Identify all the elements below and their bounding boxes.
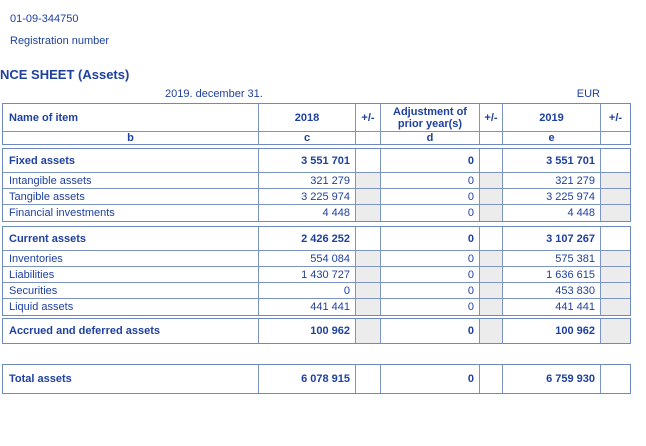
col-header-plusminus-3: +/- (608, 111, 623, 124)
registration-number-value: 01-09-344750 (10, 13, 79, 25)
table-row (3, 205, 630, 221)
cell-plusminus-1 (356, 365, 381, 393)
cell-2019-value: 6 759 930 (503, 365, 601, 393)
cell-item-name: Current assets (3, 227, 259, 250)
table-row (3, 173, 630, 189)
col-header-plusminus-2: +/- (480, 104, 503, 131)
cell-adjustment-value: 0 (381, 189, 480, 204)
cell-2019-value: 3 107 267 (503, 227, 601, 250)
cell-item-name: Fixed assets (3, 149, 259, 172)
cell-plusminus-3 (601, 149, 630, 172)
cell-2018-value: 1 430 727 (259, 267, 356, 282)
cell-plusminus-2 (480, 189, 503, 204)
cell-2018-value: 6 078 915 (259, 365, 356, 393)
cell-item-name: Intangible assets (3, 173, 259, 188)
cell-item-name: Financial investments (3, 205, 259, 221)
cell-plusminus-2 (480, 267, 503, 282)
cell-2019-value: 441 441 (503, 299, 601, 315)
cell-adjustment-value: 0 (381, 365, 480, 393)
cell-adjustment-value: 0 (381, 299, 480, 315)
cell-2018-value: 4 448 (259, 205, 356, 221)
section-current-assets (2, 226, 631, 316)
cell-item-name: Liabilities (3, 267, 259, 282)
cell-adjustment-value: 0 (381, 283, 480, 298)
cell-2018-value: 2 426 252 (259, 227, 356, 250)
cell-item-name: Inventories (3, 251, 259, 266)
cell-plusminus-3 (601, 365, 630, 393)
cell-plusminus-2 (480, 251, 503, 266)
cell-plusminus-1 (356, 319, 381, 343)
cell-plusminus-2 (480, 227, 503, 250)
cell-2019-value: 3 225 974 (503, 189, 601, 204)
cell-plusminus-2 (480, 205, 503, 221)
cell-plusminus-1 (356, 283, 381, 298)
cell-plusminus-1 (356, 189, 381, 204)
col-letter-blank-3 (601, 132, 630, 144)
cell-plusminus-1 (356, 205, 381, 221)
cell-plusminus-1 (356, 299, 381, 315)
cell-2019-value: 575 381 (503, 251, 601, 266)
cell-plusminus-2 (480, 365, 503, 393)
col-header-adjustment: Adjustment of prior year(s) (381, 104, 480, 131)
col-letter-blank-2 (480, 132, 503, 144)
cell-item-name: Securities (3, 283, 259, 298)
page-title: NCE SHEET (Assets) (0, 67, 130, 82)
table-row (3, 149, 630, 173)
col-header-2018: 2018 (259, 104, 356, 131)
table-header-box (2, 103, 631, 145)
table-row (3, 365, 630, 393)
cell-plusminus-3 (601, 189, 630, 204)
currency-label: EUR (576, 88, 600, 100)
cell-plusminus-2 (480, 173, 503, 188)
cell-2018-value: 441 441 (259, 299, 356, 315)
cell-plusminus-3 (601, 251, 630, 266)
section-fixed-assets (2, 148, 631, 222)
table-row (3, 267, 630, 283)
cell-plusminus-3 (601, 319, 630, 343)
cell-2018-value: 100 962 (259, 319, 356, 343)
cell-plusminus-1 (356, 173, 381, 188)
cell-plusminus-2 (480, 299, 503, 315)
cell-adjustment-value: 0 (381, 267, 480, 282)
cell-2019-value: 100 962 (503, 319, 601, 343)
table-row (3, 227, 630, 251)
cell-2018-value: 3 551 701 (259, 149, 356, 172)
cell-2019-value: 3 551 701 (503, 149, 601, 172)
cell-plusminus-1 (356, 267, 381, 282)
cell-2019-value: 321 279 (503, 173, 601, 188)
col-header-name-of-item: Name of item (3, 104, 259, 131)
cell-adjustment-value: 0 (381, 227, 480, 250)
cell-plusminus-3 (601, 205, 630, 221)
cell-2019-value: 4 448 (503, 205, 601, 221)
cell-plusminus-3 (601, 267, 630, 282)
cell-item-name: Total assets (3, 365, 259, 393)
section-accrued-deferred-assets (2, 318, 631, 344)
table-row (3, 189, 630, 205)
cell-plusminus-1 (356, 149, 381, 172)
cell-adjustment-value: 0 (381, 205, 480, 221)
table-row (3, 251, 630, 267)
cell-2018-value: 321 279 (259, 173, 356, 188)
cell-item-name: Accrued and deferred assets (3, 319, 259, 343)
column-letter-row (3, 132, 630, 144)
table-row (3, 283, 630, 299)
cell-2018-value: 554 084 (259, 251, 356, 266)
cell-plusminus-1 (356, 251, 381, 266)
cell-adjustment-value: 0 (381, 149, 480, 172)
section-total-assets (2, 364, 631, 394)
table-row (3, 319, 630, 343)
cell-plusminus-3 (601, 227, 630, 250)
cell-plusminus-2 (480, 149, 503, 172)
registration-number-label: Registration number (10, 35, 110, 47)
col-letter-d: d (381, 132, 480, 144)
cell-2018-value: 3 225 974 (259, 189, 356, 204)
cell-plusminus-1 (356, 227, 381, 250)
cell-2019-value: 1 636 615 (503, 267, 601, 282)
table-header-row (3, 104, 630, 132)
col-letter-b: b (3, 132, 259, 144)
cell-adjustment-value: 0 (381, 251, 480, 266)
cell-plusminus-3 (601, 299, 630, 315)
col-header-2019: 2019 (503, 104, 601, 131)
col-header-plusminus-1: +/- (356, 104, 381, 131)
col-letter-blank-1 (356, 132, 381, 144)
table-row (3, 299, 630, 315)
cell-adjustment-value: 0 (381, 319, 480, 343)
cell-item-name: Liquid assets (3, 299, 259, 315)
cell-2018-value: 0 (259, 283, 356, 298)
balance-date-label: 2019. december 31. (165, 88, 263, 100)
cell-adjustment-value: 0 (381, 173, 480, 188)
cell-plusminus-3 (601, 173, 630, 188)
cell-plusminus-2 (480, 319, 503, 343)
cell-item-name: Tangible assets (3, 189, 259, 204)
col-letter-c: c (259, 132, 356, 144)
cell-plusminus-2 (480, 283, 503, 298)
cell-plusminus-3 (601, 283, 630, 298)
col-letter-e: e (503, 132, 601, 144)
cell-2019-value: 453 830 (503, 283, 601, 298)
